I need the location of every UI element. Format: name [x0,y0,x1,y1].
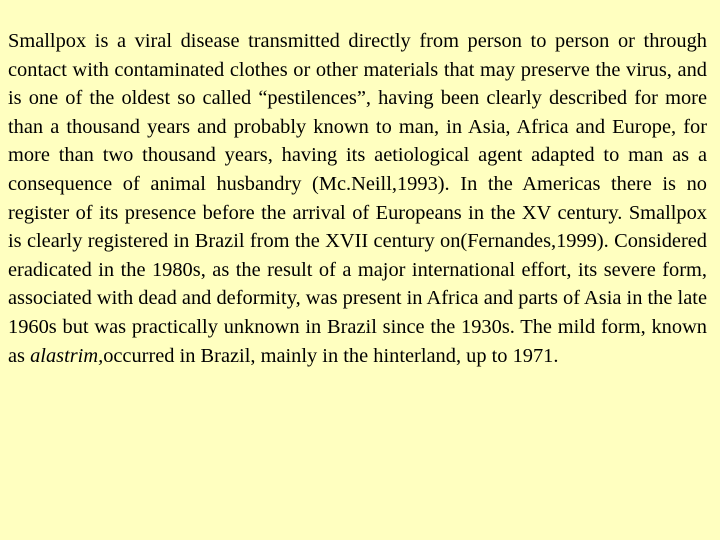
paragraph-text-part2: occurred in Brazil, mainly in the hinterland, up to 1971. [103,344,559,367]
italic-term-alastrim: alastrim, [30,344,104,367]
paragraph-text-part1: Smallpox is a viral disease transmitted directly from person to person or through contact with contaminated clothes or other materials that may preserve the virus, and is one of the oldest so called “pestilences”, having been clearly described for more than a thousand years and probably known to man, in Asia, Africa and Europe, for more than two thousand years, having its aetiological agent adapted to man as a consequence of animal husbandry (Mc.Neill,1993). In the Americas there is no register of its presence before the arrival of Europeans in the XV century. Smallpox is clearly registered in Brazil from the XVII century on(Fernandes,1999). Considered eradicated in the 1980s, as the result of a major international effort, its severe form, associated with dead and deformity, was present in Africa and parts of Asia in the late 1960s but was practically unknown in Brazil since the 1930s. The mild form, known as [8,30,707,367]
body-paragraph [8,27,707,370]
